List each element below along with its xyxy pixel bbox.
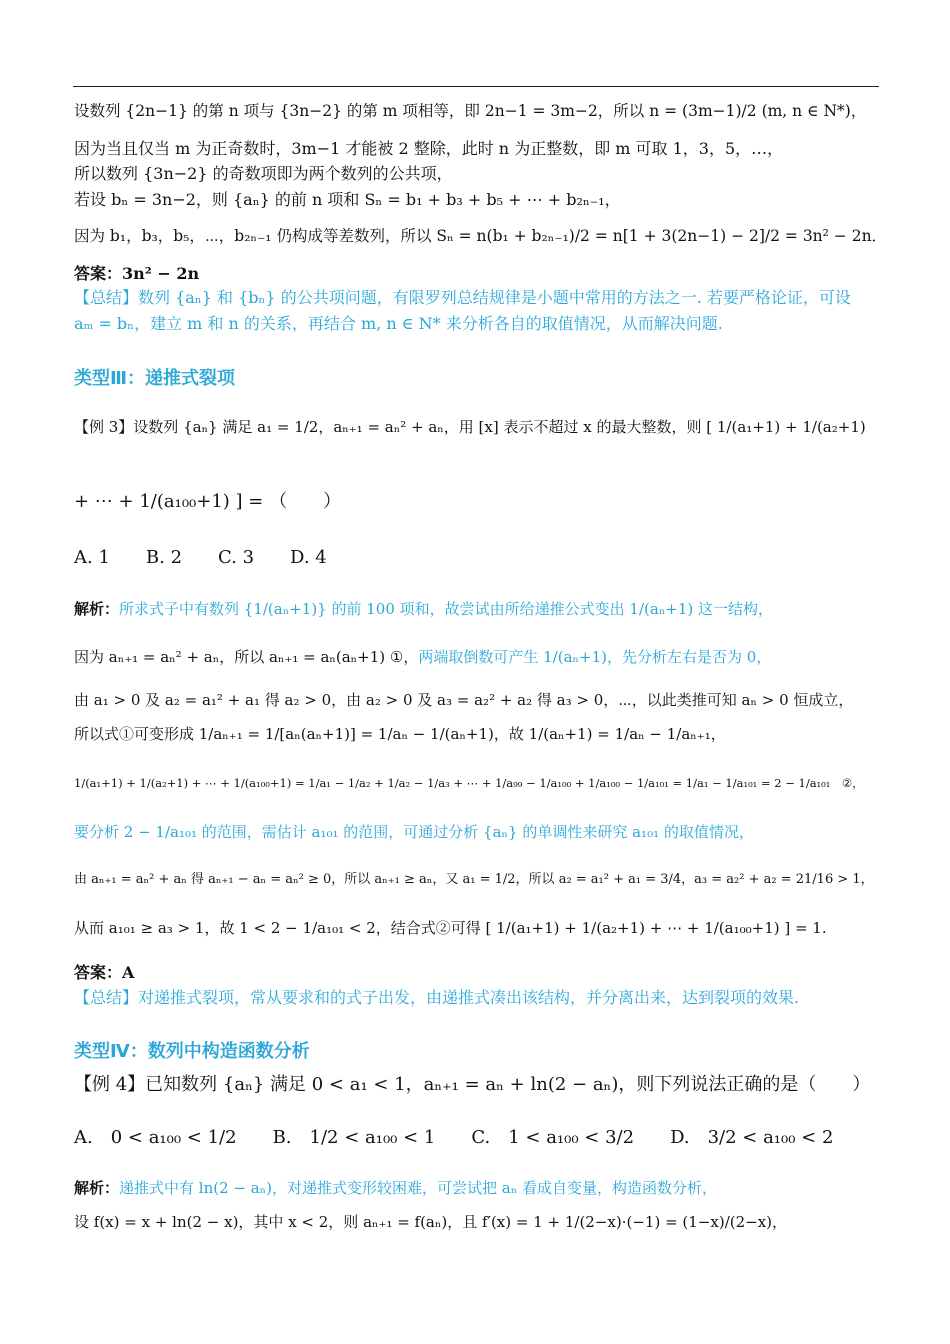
- answer-1: 答案：3n² − 2n: [74, 264, 200, 283]
- example-4-options: A. 0 < a₁₀₀ < 1/2 B. 1/2 < a₁₀₀ < 1 C. 1 < a₁₀₀ < 3/2 D. 3/2 < a₁₀₀ < 2: [74, 1127, 834, 1148]
- solution-3-line-1: [74, 599, 773, 619]
- line-3: 所以数列 {3n−2} 的奇数项即为两个数列的公共项，: [74, 164, 453, 183]
- solution-3-line-6: 要分析 2 − 1/a₁₀₁ 的范围，需估计 a₁₀₁ 的范围，可通过分析 {aₙ} 的单调性来研究 a₁₀₁ 的取值情况，: [74, 823, 754, 841]
- solution-label-4: 解析：: [74, 1179, 120, 1197]
- line-2: 因为当且仅当 m 为正奇数时，3m−1 才能被 2 整除，此时 n 为正整数，即 m 可取 1，3，5，…，: [74, 139, 784, 158]
- line-1: 设数列 {2n−1} 的第 n 项与 {3n−2} 的第 m 项相等，即 2n−1 = 3m−2，所以 n = (3m−1)/2 (m, n ∈ N*)，: [74, 102, 867, 120]
- solution-4-line-1: [74, 1178, 717, 1198]
- solution-3-text-2a: 因为 aₙ₊₁ = aₙ² + aₙ，所以 aₙ₊₁ = aₙ(aₙ+1) ①，: [74, 648, 419, 666]
- section-heading-4: 类型Ⅳ：数列中构造函数分析: [74, 1041, 310, 1062]
- example-4-line-1: 【例 4】已知数列 {aₙ} 满足 0 < a₁ < 1，aₙ₊₁ = aₙ + ln(2 − aₙ)，则下列说法正确的是（ ）: [74, 1074, 871, 1095]
- solution-3-line-5: 1/(a₁+1) + 1/(a₂+1) + ⋯ + 1/(a₁₀₀+1) = 1/a₁ − 1/a₂ + 1/a₂ − 1/a₃ + ⋯ + 1/a₉₉ − 1/a₁₀₀ + 1/a₁₀₀ − 1/a₁₀₁ = 1/a₁ − 1/a₁₀₁ = 2 − 1/a₁₀₁ ②，: [74, 776, 864, 790]
- example-3-options: A. 1 B. 2 C. 3 D. 4: [74, 547, 327, 568]
- solution-3-line-8: 从而 a₁₀₁ ≥ a₃ > 1，故 1 < 2 − 1/a₁₀₁ < 2，结合式②可得 [ 1/(a₁+1) + 1/(a₂+1) + ⋯ + 1/(a₁₀₀+1) ] = 1.: [74, 919, 827, 937]
- solution-3-text-1: 所求式子中有数列 {1/(aₙ+1)} 的前 100 项和，故尝试由所给递推公式变出 1/(aₙ+1) 这一结构，: [119, 600, 774, 618]
- solution-3-line-3: 由 a₁ > 0 及 a₂ = a₁² + a₁ 得 a₂ > 0，由 a₂ > 0 及 a₃ = a₂² + a₂ 得 a₃ > 0，⋯，以此类推可知 aₙ > 0 恒成立，: [74, 691, 854, 709]
- summary-3: 【总结】对递推式裂项，常从要求和的式子出发，由递推式凑出该结构，并分离出来，达到裂项的效果.: [74, 988, 800, 1007]
- solution-3-line-7: 由 aₙ₊₁ = aₙ² + aₙ 得 aₙ₊₁ − aₙ = aₙ² ≥ 0，所以 aₙ₊₁ ≥ aₙ，又 a₁ = 1/2，所以 a₂ = a₁² + a₁ = 3/4，a₃ = a₂² + a₂ = 21/16 > 1，: [74, 872, 874, 887]
- solution-4-line-2: 设 f(x) = x + ln(2 − x)，其中 x < 2，则 aₙ₊₁ = f(aₙ)，且 f′(x) = 1 + 1/(2−x)·(−1) = (1−x)/(2−x)，: [74, 1213, 788, 1231]
- solution-label: 解析：: [74, 600, 120, 618]
- answer-3: 答案：A: [74, 963, 135, 982]
- summary-1a: 【总结】数列 {aₙ} 和 {bₙ} 的公共项问题，有限罗列总结规律是小题中常用的方法之一. 若要严格论证，可设: [74, 288, 851, 307]
- solution-3-line-4: 所以式①可变形成 1/aₙ₊₁ = 1/[aₙ(aₙ+1)] = 1/aₙ − 1/(aₙ+1)，故 1/(aₙ+1) = 1/aₙ − 1/aₙ₊₁，: [74, 725, 726, 743]
- example-3-line-1: 【例 3】设数列 {aₙ} 满足 a₁ = 1/2，aₙ₊₁ = aₙ² + aₙ，用 [x] 表示不超过 x 的最大整数，则 [ 1/(a₁+1) + 1/(a₂+1): [74, 418, 866, 436]
- line-5: 因为 b₁，b₃，b₅，⋯，b₂ₙ₋₁ 仍构成等差数列，所以 Sₙ = n(b₁ + b₂ₙ₋₁)/2 = n[1 + 3(2n−1) − 2]/2 = 3n² − 2n．: [74, 227, 888, 245]
- solution-3-line-2: [74, 647, 771, 667]
- line-4: 若设 bₙ = 3n−2，则 {aₙ} 的前 n 项和 Sₙ = b₁ + b₃ + b₅ + ⋯ + b₂ₙ₋₁，: [74, 190, 621, 209]
- solution-4-text-1: 递推式中有 ln(2 − aₙ)，对递推式变形较困难，可尝试把 aₙ 看成自变量，构造函数分析，: [119, 1179, 717, 1197]
- summary-1b: aₘ = bₙ，建立 m 和 n 的关系，再结合 m, n ∈ N* 来分析各自的取值情况，从而解决问题.: [74, 314, 723, 333]
- header-rule: [73, 86, 879, 87]
- solution-3-text-2b: 两端取倒数可产生 1/(aₙ+1)，先分析左右是否为 0，: [418, 648, 772, 666]
- section-heading-3: 类型Ⅲ：递推式裂项: [74, 368, 236, 389]
- example-3-line-2: + ⋯ + 1/(a₁₀₀+1) ] = （ ）: [74, 491, 342, 512]
